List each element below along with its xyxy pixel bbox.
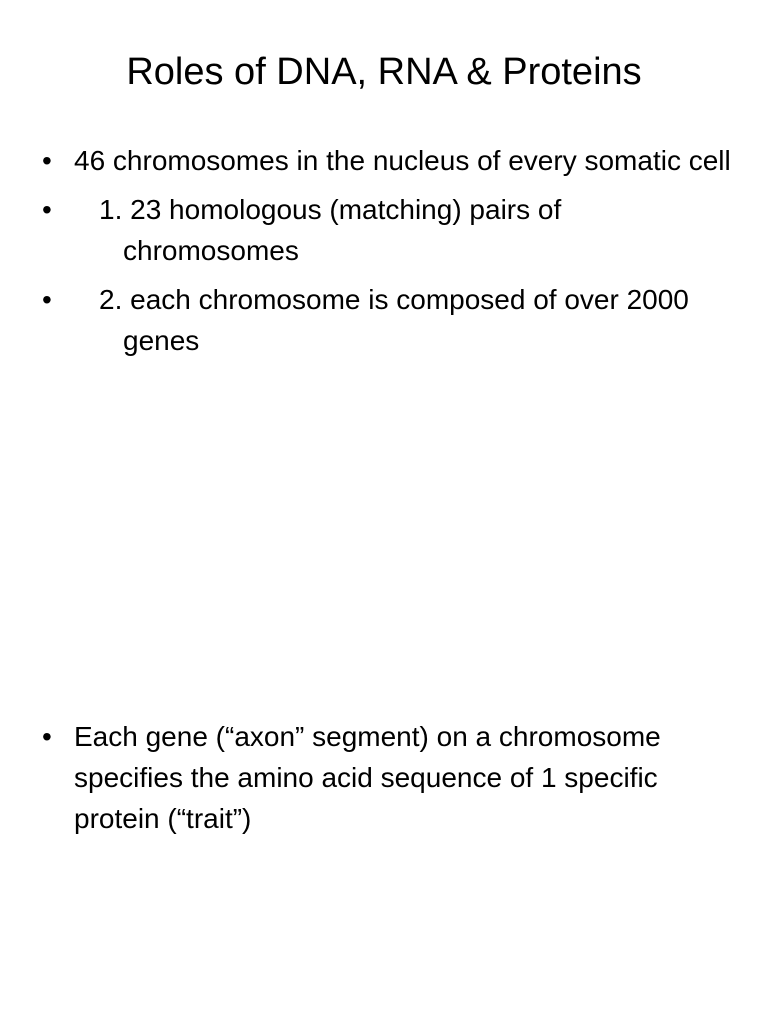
bullet-item — [0, 189, 768, 271]
bullet-icon: • — [42, 145, 52, 176]
bullet-text: Each gene (“axon” segment) on a chromosome specifies the amino acid sequence of 1 specific protein (“trait”) — [74, 721, 661, 834]
bullet-text: 2. each chromosome is composed of over 2000 genes — [99, 284, 689, 356]
slide-title: Roles of DNA, RNA & Proteins — [126, 51, 642, 93]
bullet-item — [0, 279, 768, 361]
bullet-text: 1. 23 homologous (matching) pairs of chromosomes — [99, 194, 562, 266]
bullet-list-top — [0, 140, 768, 369]
bullet-item — [0, 716, 768, 839]
bullet-text: 46 chromosomes in the nucleus of every somatic cell — [74, 145, 731, 176]
bullet-list-bottom — [0, 716, 768, 847]
bullet-icon: • — [42, 284, 52, 315]
bullet-icon: • — [42, 194, 52, 225]
bullet-item — [0, 140, 768, 181]
bullet-icon: • — [42, 721, 52, 752]
